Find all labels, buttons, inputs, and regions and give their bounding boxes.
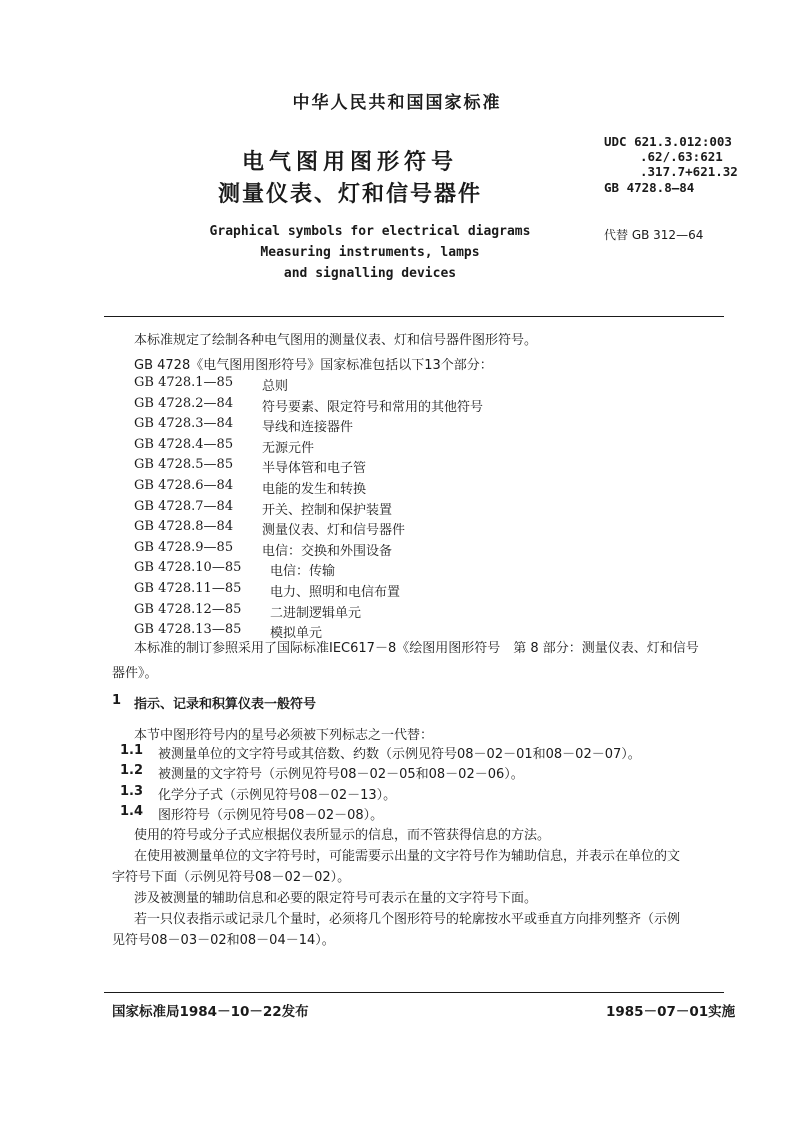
paragraph-2-line-1: 在使用被测量单位的文字符号时，可能需要示出量的文字符号作为辅助信息，并表示在单位的文 bbox=[134, 849, 681, 864]
part-code: GB 4728.4—85 bbox=[134, 437, 234, 452]
part-code: GB 4728.1—85 bbox=[134, 375, 234, 390]
national-standard-header: 中华人民共和国国家标准 bbox=[292, 93, 502, 113]
item-1-4-text: 图形符号（示例见符号08－02－08）。 bbox=[158, 808, 384, 823]
part-title: 总则 bbox=[262, 379, 289, 394]
title-cn-line-1: 电气图用图形符号 bbox=[241, 150, 458, 175]
title-en-line-2: Measuring instruments, lamps bbox=[260, 245, 480, 260]
section-1-number: 1 bbox=[112, 693, 122, 708]
top-rule bbox=[104, 316, 724, 317]
part-title: 符号要素、限定符号和常用的其他符号 bbox=[262, 400, 484, 415]
issue-date: 国家标准局1984－10－22发布 bbox=[112, 1004, 309, 1020]
part-code: GB 4728.11—85 bbox=[134, 581, 242, 596]
bottom-rule bbox=[104, 992, 724, 993]
part-code: GB 4728.5—85 bbox=[134, 457, 234, 472]
part-code: GB 4728.6—84 bbox=[134, 478, 234, 493]
part-code: GB 4728.2—84 bbox=[134, 396, 234, 411]
part-title: 电信：交换和外围设备 bbox=[262, 544, 393, 559]
part-title: 二进制逻辑单元 bbox=[270, 606, 362, 621]
udc-line-1: UDC 621.3.012:003 bbox=[604, 134, 732, 149]
part-code: GB 4728.3—84 bbox=[134, 416, 234, 431]
part-title: 电能的发生和转换 bbox=[262, 482, 367, 497]
paragraph-4-line-1: 若一只仪表指示或记录几个量时，必须将几个图形符号的轮廓按水平或垂直方向排列整齐（示例 bbox=[134, 912, 681, 927]
paragraph-4-line-2: 见符号08－03－02和08－04－14）。 bbox=[112, 933, 335, 948]
item-1-2-number: 1.2 bbox=[120, 763, 144, 778]
part-code: GB 4728.9—85 bbox=[134, 540, 234, 555]
title-en-line-1: Graphical symbols for electrical diagrams bbox=[209, 224, 531, 239]
item-1-2-text: 被测量的文字符号（示例见符号08－02－05和08－02－06）。 bbox=[158, 767, 524, 782]
paragraph-3: 涉及被测量的辅助信息和必要的限定符号可表示在量的文字符号下面。 bbox=[134, 891, 538, 906]
iec-reference-line-2: 器件》。 bbox=[112, 666, 158, 681]
part-title: 测量仪表、灯和信号器件 bbox=[262, 523, 406, 538]
part-code: GB 4728.8—84 bbox=[134, 519, 234, 534]
part-title: 导线和连接器件 bbox=[262, 420, 354, 435]
part-title: 半导体管和电子管 bbox=[262, 461, 367, 476]
title-en-line-3: and signalling devices bbox=[283, 266, 457, 281]
part-code: GB 4728.7—84 bbox=[134, 499, 234, 514]
section-1-title: 指示、记录和积算仪表一般符号 bbox=[134, 697, 317, 712]
part-title: 电力、照明和电信布置 bbox=[270, 585, 401, 600]
udc-line-3: .317.7+621.32 bbox=[640, 164, 738, 179]
part-title: 无源元件 bbox=[262, 441, 315, 456]
paragraph-2-line-2: 字符号下面（示例见符号08－02－02）。 bbox=[112, 870, 351, 885]
item-1-1-number: 1.1 bbox=[120, 743, 144, 758]
item-1-4-number: 1.4 bbox=[120, 804, 144, 819]
udc-line-2: .62/.63:621 bbox=[640, 149, 723, 164]
part-title: 模拟单元 bbox=[270, 626, 323, 641]
item-1-3-text: 化学分子式（示例见符号08－02－13）。 bbox=[158, 788, 397, 803]
part-code: GB 4728.13—85 bbox=[134, 622, 242, 637]
intro-text: 本标准规定了绘制各种电气图用的测量仪表、灯和信号器件图形符号。 bbox=[134, 333, 538, 348]
standard-number: GB 4728.8—84 bbox=[604, 180, 695, 195]
item-1-3-number: 1.3 bbox=[120, 784, 144, 799]
item-1-1-text: 被测量单位的文字符号或其倍数、约数（示例见符号08－02－01和08－02－07）。 bbox=[158, 747, 641, 762]
section-intro: 本节中图形符号内的星号必须被下列标志之一代替： bbox=[134, 728, 434, 743]
part-title: 开关、控制和保护装置 bbox=[262, 503, 393, 518]
effective-date: 1985－07－01实施 bbox=[606, 1004, 736, 1020]
part-code: GB 4728.10—85 bbox=[134, 560, 242, 575]
title-cn-line-2: 测量仪表、灯和信号器件 bbox=[217, 182, 482, 207]
part-code: GB 4728.12—85 bbox=[134, 602, 242, 617]
replaces-note: 代替 GB 312—64 bbox=[604, 228, 704, 242]
paragraph-1: 使用的符号或分子式应根据仪表所显示的信息，而不管获得信息的方法。 bbox=[134, 828, 551, 843]
part-title: 电信：传输 bbox=[270, 564, 336, 579]
iec-reference-line-1: 本标准的制订参照采用了国际标准IEC617－8《绘图用图形符号 第 8 部分：测量仪表、灯和信号 bbox=[134, 641, 699, 656]
parts-intro: GB 4728《电气图用图形符号》国家标准包括以下13个部分： bbox=[134, 358, 493, 373]
